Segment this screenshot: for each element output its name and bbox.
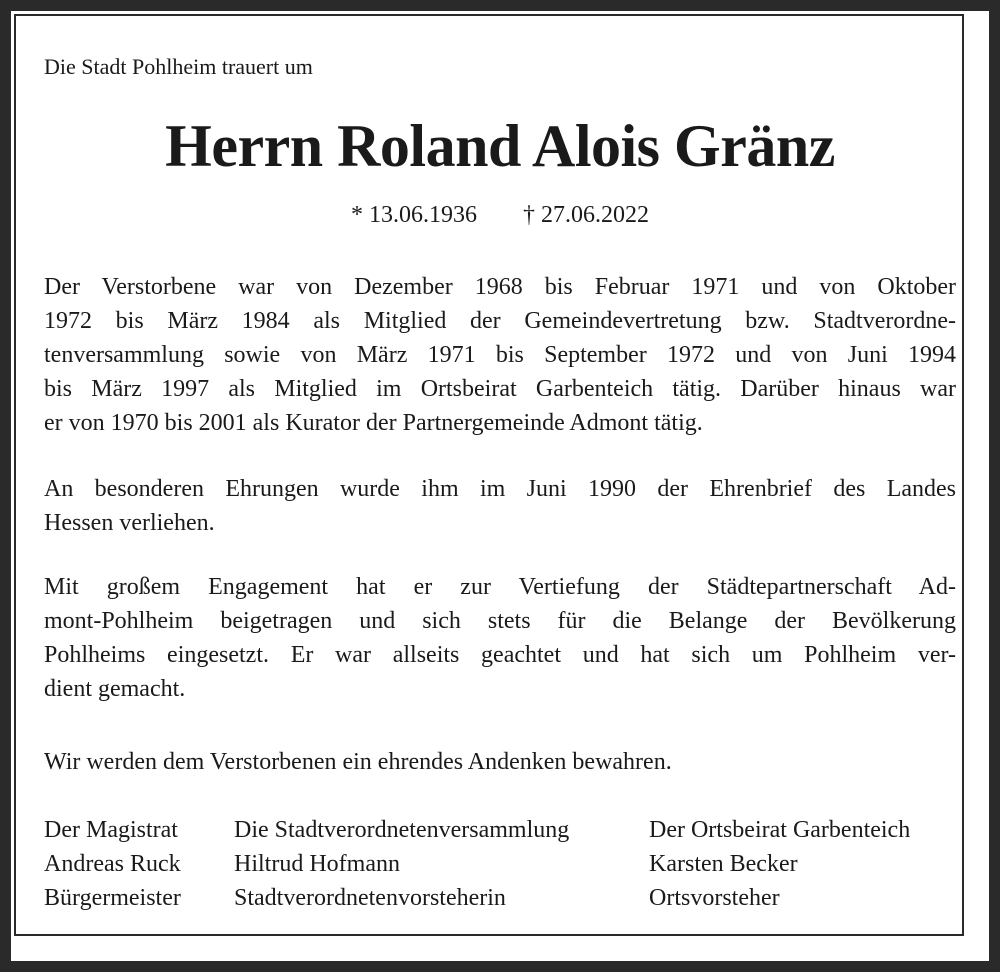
- signature-body: Der Magistrat: [44, 817, 178, 843]
- death-date: † 27.06.2022: [523, 202, 649, 228]
- signature-title: Ortsvorsteher: [649, 885, 780, 911]
- closing-text: [44, 745, 956, 779]
- text-line: mont-Pohlheim beigetragen und sich stets für die Belange der Bevölkerung: [44, 608, 956, 634]
- text-line: Hessen verliehen.: [44, 510, 215, 536]
- paragraph-engagement: [44, 570, 956, 706]
- signature-title: Stadtverordnetenvorsteherin: [234, 885, 506, 911]
- intro-text: Die Stadt Pohlheim trauert um: [44, 54, 313, 79]
- signature-body: Der Ortsbeirat Garbenteich: [649, 817, 911, 843]
- signature-stadtverordnetenversammlung: [234, 813, 569, 915]
- signature-ortsbeirat: [649, 813, 910, 915]
- signature-person: Karsten Becker: [649, 851, 798, 877]
- text-line: Wir werden dem Verstorbenen ein ehrendes Andenken bewahren.: [44, 749, 672, 775]
- signature-person: Hiltrud Hofmann: [234, 851, 400, 877]
- life-dates: [0, 198, 1000, 232]
- text-line: Der Verstorbene war von Dezember 1968 bis Februar 1971 und von Oktober: [44, 274, 956, 300]
- text-line: er von 1970 bis 2001 als Kurator der Partnergemeinde Admont tätig.: [44, 410, 703, 436]
- signature-title: Bürgermeister: [44, 885, 181, 911]
- text-line: Pohlheims eingesetzt. Er war allseits geachtet und hat sich um Pohlheim ver-: [44, 642, 956, 668]
- birth-date: * 13.06.1936: [351, 202, 477, 228]
- signature-magistrat: [44, 813, 181, 915]
- signature-body: Die Stadtverordnetenversammlung: [234, 817, 570, 843]
- text-line: bis März 1997 als Mitglied im Ortsbeirat Garbenteich tätig. Darüber hinaus war: [44, 376, 956, 402]
- paragraph-honors: [44, 472, 956, 540]
- text-line: dient gemacht.: [44, 676, 186, 702]
- text-line: Mit großem Engagement hat er zur Vertiefung der Städtepartnerschaft Ad-: [44, 574, 956, 600]
- text-line: 1972 bis März 1984 als Mitglied der Gemeindevertretung bzw. Stadtverordne-: [44, 308, 956, 334]
- deceased-name: Herrn Roland Alois Gränz: [165, 113, 835, 179]
- text-line: tenversammlung sowie von März 1971 bis September 1972 und von Juni 1994: [44, 342, 956, 368]
- text-line: An besonderen Ehrungen wurde ihm im Juni 1990 der Ehrenbrief des Landes: [44, 476, 956, 502]
- signature-person: Andreas Ruck: [44, 851, 181, 877]
- paragraph-career: [44, 270, 956, 440]
